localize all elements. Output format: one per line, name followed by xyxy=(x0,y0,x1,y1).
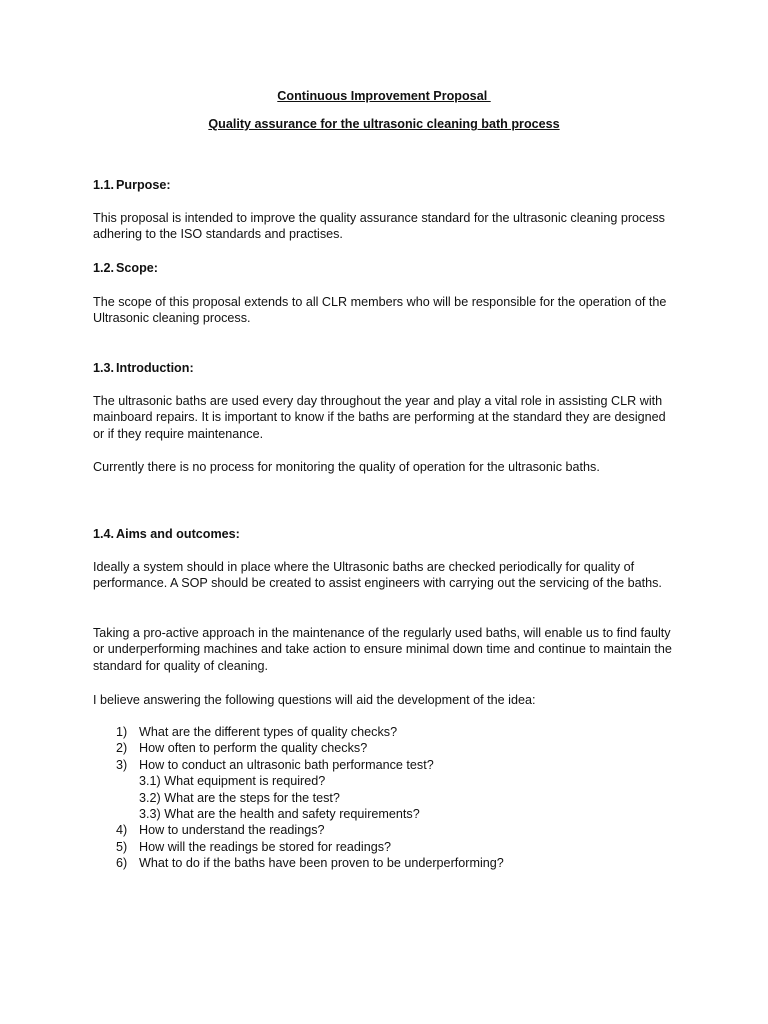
paragraph-introduction-1: The ultrasonic baths are used every day throughout the year and play a vital role in assisting CLR with mainboard repairs. It is important to know if the baths are performing at the standard they are designed or if they require maintenance. xyxy=(93,394,666,441)
section-number: 1.2. xyxy=(93,261,115,275)
list-number: 5) xyxy=(116,839,128,854)
section-heading-aims xyxy=(93,526,240,542)
section-number: 1.3. xyxy=(93,361,115,375)
list-text: How often to perform the quality checks? xyxy=(139,741,368,756)
document-subtitle: Quality assurance for the ultrasonic cleaning bath process xyxy=(208,117,560,131)
list-item xyxy=(116,839,504,855)
list-number: 2) xyxy=(116,741,128,756)
section-heading-text: Purpose: xyxy=(116,178,171,192)
list-text: What are the different types of quality checks? xyxy=(139,725,398,739)
list-subitem xyxy=(116,806,504,822)
section-heading-introduction xyxy=(93,360,194,376)
paragraph-aims-2: Taking a pro-active approach in the maintenance of the regularly used baths, will enable us to find faulty or underperforming machines and take action to ensure minimal down time and continue to maintain the standard for quality of cleaning. xyxy=(93,626,672,673)
list-item xyxy=(116,740,504,756)
list-number: 3) xyxy=(116,757,128,772)
questions-list xyxy=(116,724,504,872)
list-text: How to conduct an ultrasonic bath performance test? xyxy=(139,757,434,772)
list-number: 4) xyxy=(116,823,128,838)
list-text: How to understand the readings? xyxy=(139,823,325,838)
paragraph-introduction-2: Currently there is no process for monitoring the quality of operation for the ultrasonic baths. xyxy=(93,460,600,474)
document-title: Continuous Improvement Proposal xyxy=(277,89,491,103)
paragraph-purpose: This proposal is intended to improve the quality assurance standard for the ultrasonic cleaning process adhering to the ISO standards and practises. xyxy=(93,211,665,242)
list-text: 3.2) What are the steps for the test? xyxy=(139,790,340,805)
section-number: 1.4. xyxy=(93,527,115,541)
list-subitem xyxy=(116,773,504,789)
list-text: 3.3) What are the health and safety requirements? xyxy=(139,807,420,822)
list-item xyxy=(116,757,504,773)
paragraph-scope: The scope of this proposal extends to all CLR members who will be responsible for the operation of the Ultrasonic cleaning process. xyxy=(93,295,667,326)
list-item xyxy=(116,855,504,871)
section-heading-text: Scope: xyxy=(116,261,158,275)
list-number: 6) xyxy=(116,856,128,871)
list-item xyxy=(116,822,504,838)
section-heading-text: Introduction: xyxy=(116,361,194,375)
list-item xyxy=(116,724,504,740)
section-heading-purpose xyxy=(93,177,171,193)
section-number: 1.1. xyxy=(93,178,115,192)
list-text: What to do if the baths have been proven to be underperforming? xyxy=(139,856,504,871)
list-text: How will the readings be stored for readings? xyxy=(139,839,392,854)
paragraph-aims-1: Ideally a system should in place where the Ultrasonic baths are checked periodically for quality of performance. A SOP should be created to assist engineers with carrying out the servicing of the baths. xyxy=(93,560,662,591)
list-text: 3.1) What equipment is required? xyxy=(139,774,326,789)
list-number: 1) xyxy=(116,725,128,739)
section-heading-scope xyxy=(93,260,158,276)
section-heading-text: Aims and outcomes: xyxy=(116,527,240,541)
paragraph-aims-3: I believe answering the following questions will aid the development of the idea: xyxy=(93,693,536,707)
list-subitem xyxy=(116,790,504,806)
